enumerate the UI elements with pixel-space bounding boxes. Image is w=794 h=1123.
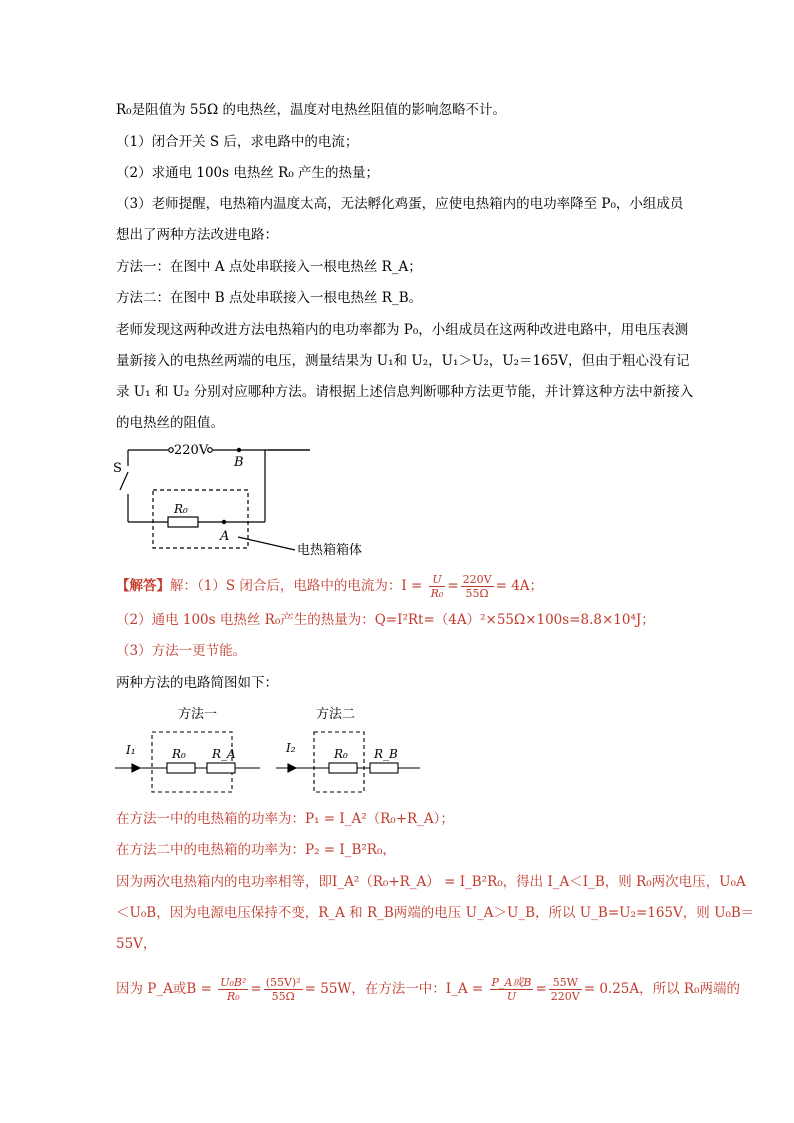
method-2: 方法二：在图中 B 点处串联接入一根电热丝 R_B。 <box>116 290 423 306</box>
answer-tag: 【解答】 <box>116 578 170 594</box>
question-3-line-1: （3）老师提醒，电热箱内温度太高，无法孵化鸡蛋，应使电热箱内的电功率降至 P₀，小组成员 <box>116 196 684 212</box>
paragraph-line-4: 的电热丝的阻值。 <box>116 415 224 431</box>
method-1-title: 方法一 <box>178 707 218 722</box>
switch-label: S <box>113 461 122 476</box>
solution-line-6: 因为 P_A或B = $\frac{\text{U₀B²}}{\text{R₀}}$ = $\frac{\text{(55V)²}}{55\Omega}$ = 55W，在方法一中：I_A = $\frac{\text{P\_A或B}}{U}$ = $\frac{55W}{220V}$ = 0.25A，所以 R₀两端的 <box>116 976 741 1003</box>
point-a-label: A <box>220 529 230 544</box>
resistor-r0-label: R₀ <box>174 502 188 516</box>
question-1: （1）闭合开关 S 后，求电路中的电流； <box>116 134 359 150</box>
methods-diagram <box>110 700 430 810</box>
paragraph-line-2: 量新接入的电热丝两端的电压，测量结果为 U₁和 U₂，U₁＞U₂，U₂＝165V，但由于粗心没有记 <box>116 353 690 369</box>
solution-line-2: 在方法二中的电热箱的功率为：P₂ = I_B²R₀， <box>116 842 396 858</box>
circuit-diagram <box>110 436 410 566</box>
answer-line-1: 【解答】解：（1）S 闭合后，电路中的电流为：I = $\frac{U}{\text{R₀}}$ = $\frac{220V}{55\Omega}$ = 4A； <box>116 573 544 600</box>
solution-line-5: 55V， <box>116 936 157 952</box>
solution-line-4: ＜U₀B，因为电源电压保持不变，R_A 和 R_B两端的电压 U_A＞U_B，所以 U_B=U₂=165V，则 U₀B＝ <box>116 905 755 921</box>
solution-line-3: 因为两次电热箱内的电功率相等，即I_A²（R₀+R_A） = I_B²R₀，得出 I_A＜I_B，则 R₀两次电压，U₀A <box>116 874 746 890</box>
voltage-label: 220V <box>174 443 209 458</box>
question-2: （2）求通电 100s 电热丝 R₀ 产生的热量； <box>116 165 380 181</box>
point-b-label: B <box>234 455 244 470</box>
answer-line-2: （2）通电 100s 电热丝 R₀产生的热量为：Q=I²Rt=（4A）²×55Ω×100s=8.8×10⁴J； <box>116 612 655 628</box>
paragraph-line-1: 老师发现这两种改进方法电热箱内的电功率都为 P₀，小组成员在这两种改进电路中，用电压表测 <box>116 322 689 338</box>
box-label: 电热箱箱体 <box>297 543 363 558</box>
answer-line-4: 两种方法的电路简图如下： <box>116 675 278 691</box>
r0-right-label: R₀ <box>334 747 348 761</box>
ra-label: R_A <box>212 747 236 761</box>
method-2-title: 方法二 <box>316 707 356 722</box>
current-i1-label: I₁ <box>126 743 136 757</box>
current-i2-label: I₂ <box>286 741 296 755</box>
method-1: 方法一：在图中 A 点处串联接入一根电热丝 R_A； <box>116 259 422 275</box>
answer-line-3: （3）方法一更节能。 <box>116 643 247 659</box>
question-3-line-2: 想出了两种方法改进电路： <box>116 227 278 243</box>
problem-line-1: R₀是阻值为 55Ω 的电热丝，温度对电热丝阻值的影响忽略不计。 <box>116 102 507 118</box>
rb-label: R_B <box>374 747 398 761</box>
r0-left-label: R₀ <box>172 747 186 761</box>
solution-line-1: 在方法一中的电热箱的功率为：P₁ = I_A²（R₀+R_A）； <box>116 811 454 827</box>
paragraph-line-3: 录 U₁ 和 U₂ 分别对应哪种方法。请根据上述信息判断哪种方法更节能，并计算这种方法中新接入 <box>116 384 694 400</box>
